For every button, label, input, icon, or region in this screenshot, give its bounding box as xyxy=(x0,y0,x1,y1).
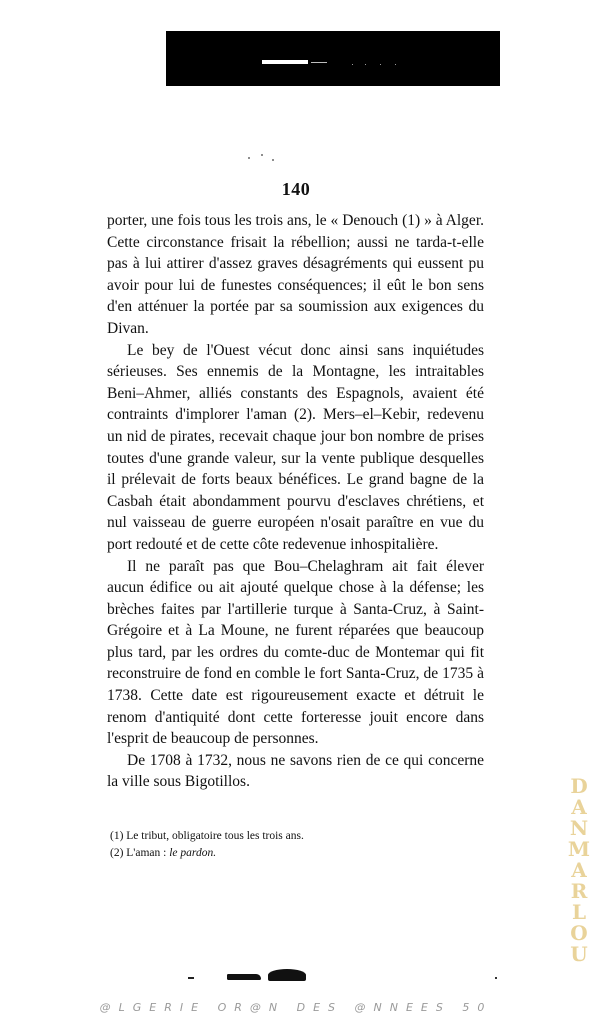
paragraph: De 1708 à 1732, nous ne savons rien de ce qui concerne la ville sous Bigotillos. xyxy=(107,751,484,791)
scan-speck xyxy=(365,64,366,65)
page-number: 140 xyxy=(281,179,311,199)
vertical-watermark: DANMARLOU xyxy=(567,774,591,966)
footnote-1: (1) Le tribut, obligatoire tous les trois ans. xyxy=(110,830,304,842)
body-text xyxy=(107,210,484,793)
footnote-2-italic: le pardon. xyxy=(169,847,217,859)
scan-specks xyxy=(248,153,278,163)
footnotes xyxy=(110,828,484,862)
paragraph: Il ne paraît pas que Bou–Chelaghram ait fait élever aucun édifice ou ait ajouté quelque chose à la défense; les brèches faites par l'artillerie turque à Santa-Cruz, à Saint-Grégoire et à La Moune, ne furent réparées que beaucoup plus tard, par les ordres du comte-duc de Montemar qui fit reconstruire de fond en comble le fort Santa-Cruz, de 1735 à 1738. Cette date est rigoureusement exacte et détruit le renom d'antiquité dont cette forteresse jouit encore dans l'esprit de beaucoup de personnes. xyxy=(107,557,484,748)
redaction-bar xyxy=(166,31,500,86)
scan-speck xyxy=(395,64,396,65)
scan-scratch xyxy=(262,60,308,64)
footer-watermark: @LGERIE OR@N DES @NNEES 50 xyxy=(99,1001,493,1014)
paragraph: Le bey de l'Ouest vécut donc ainsi sans inquiétudes sérieuses. Ses ennemis de la Montagne, les intraitables Beni–Ahmer, alliés constants des Espagnols, avaient été contraints d'implorer l'aman (2). Mers–el–Kebir, redevenu un nid de pirates, recevait chaque jour bon nombre de prises toutes d'une grande valeur, sur la vente publique desquelles il prélevait de forts beaux bénéfices. Le grand bagne de la Casbah était abondamment pourvu d'esclaves chrétiens, et nul vaisseau de guerre européen n'osait paraître en vue du port redouté et de cette côte redevenue inhospitalière. xyxy=(107,341,484,553)
scan-speck xyxy=(380,64,381,65)
scan-bottom-marks xyxy=(184,965,504,985)
paragraph: porter, une fois tous les trois ans, le « Denouch (1) » à Alger. Cette circonstance frisait la rébellion; aussi ne tarda-t-elle pas à lui attirer d'assez graves désagréments qui eussent pu avoir pour lui de funestes conséquences; il eût le bon sens d'en atténuer la portée par sa soumission aux exigences du Divan. xyxy=(107,212,484,337)
footnote-2-text: (2) L'aman : xyxy=(110,847,170,859)
footnote-2 xyxy=(110,845,484,862)
scan-speck xyxy=(352,64,353,65)
scan-scratch xyxy=(311,62,327,63)
